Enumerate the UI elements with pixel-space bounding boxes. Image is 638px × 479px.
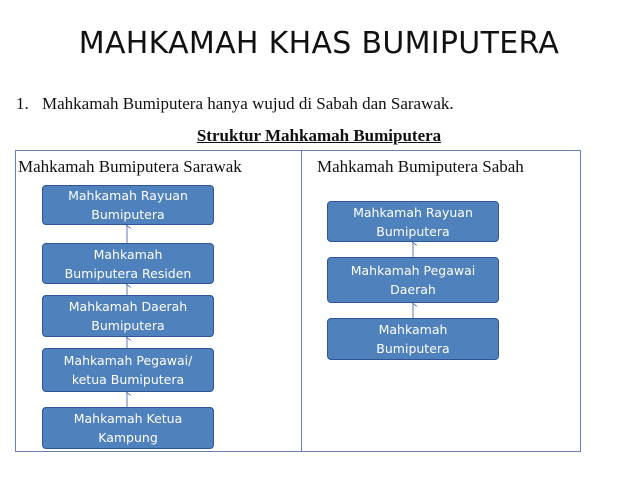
bullet-text: Mahkamah Bumiputera hanya wujud di Sabah dan Sarawak. <box>42 94 454 113</box>
sabah-box-bumiputera: Mahkamah Bumiputera <box>327 318 499 360</box>
page-title: MAHKAMAH KHAS BUMIPUTERA <box>78 26 560 61</box>
sabah-box-rayuan: Mahkamah Rayuan Bumiputera <box>327 201 499 242</box>
sarawak-box-daerah: Mahkamah Daerah Bumiputera <box>42 295 214 337</box>
sabah-box-pegawai-daerah: Mahkamah Pegawai Daerah <box>327 257 499 303</box>
sarawak-header: Mahkamah Bumiputera Sarawak <box>18 157 242 176</box>
sarawak-box-ketua-kampung: Mahkamah Ketua Kampung <box>42 407 214 449</box>
bullet-number: 1. <box>16 94 29 113</box>
sarawak-box-rayuan: Mahkamah Rayuan Bumiputera <box>42 185 214 225</box>
diagram-subtitle: Struktur Mahkamah Bumiputera <box>196 126 442 145</box>
sarawak-box-residen: Mahkamah Bumiputera Residen <box>42 243 214 284</box>
sarawak-box-pegawai: Mahkamah Pegawai/ ketua Bumiputera <box>42 348 214 392</box>
sabah-header: Mahkamah Bumiputera Sabah <box>317 157 524 176</box>
